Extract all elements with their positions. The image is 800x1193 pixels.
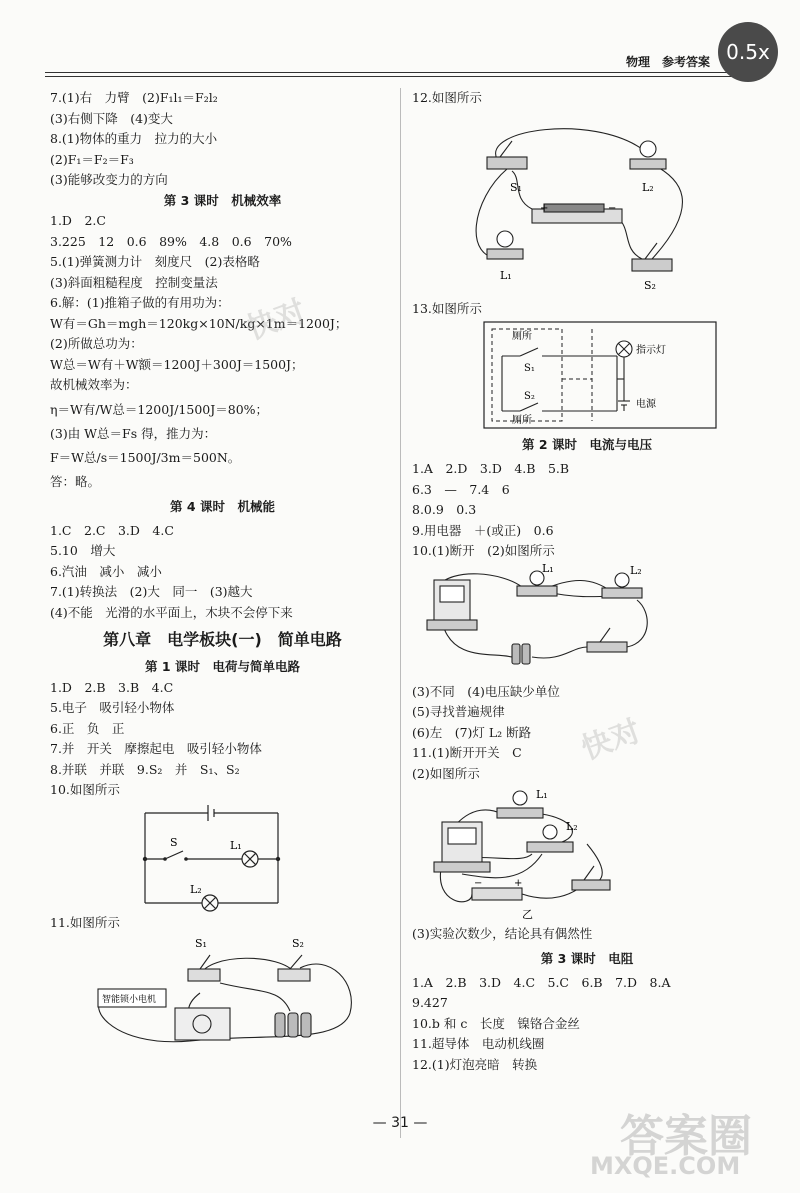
- circuit-diagram-q11-2: [412, 784, 762, 924]
- answer-line: 11.如图所示: [50, 914, 120, 930]
- answer-line: W有＝Gh＝mgh＝120kg×10N/kg×1m＝1200J；: [50, 315, 348, 331]
- label-l2: L₂: [642, 180, 654, 194]
- answer-line: F＝W总/s＝1500J/3m＝500N。: [50, 450, 241, 465]
- answer-line: 7.(1)右 力臂 (2)F₁l₁＝F₂l₂: [50, 90, 218, 105]
- label-l2: L₂: [566, 820, 578, 833]
- answer-line: 6.正 负 正: [50, 720, 125, 736]
- circuit-diagram-q11: [50, 933, 395, 1051]
- page-number: — 31 —: [372, 1115, 428, 1131]
- answer-line: 10.(1)断开 (2)如图所示: [412, 543, 555, 558]
- answer-line: η＝W有/W总＝1200J/1500J＝80%；: [50, 401, 269, 417]
- answer-line: (2)F₁＝F₂＝F₃: [50, 151, 134, 167]
- watermark: 快对: [242, 293, 311, 347]
- answer-line: 6.汽油 减小 减小: [50, 563, 162, 579]
- answer-line: 1.D 2.C: [50, 213, 106, 228]
- answer-line: (3)能够改变力的方向: [50, 172, 168, 187]
- label-l1: L₁: [536, 788, 548, 801]
- label-wc1: 厕所: [512, 331, 532, 342]
- answer-line: 12.如图所示: [412, 90, 482, 105]
- answer-line: 5.10 增大: [50, 543, 116, 558]
- answer-line: 7.(1)转换法 (2)大 同一 (3)越大: [50, 584, 253, 599]
- answer-line: (2)如图所示: [412, 765, 480, 781]
- section-title: 第 1 课时 电荷与简单电路: [145, 659, 300, 674]
- answer-line: 9.427: [412, 995, 448, 1010]
- section-title: 第 4 课时 机械能: [170, 498, 275, 514]
- answer-line: 8.并联 并联 9.S₂ 并 S₁、S₂: [50, 761, 240, 777]
- answer-line: 10.b 和 c 长度 镍铬合金丝: [412, 1015, 580, 1031]
- answer-line: 答：略。: [50, 474, 101, 489]
- label-l2: L₂: [630, 563, 642, 577]
- circuit-diagram-q12: [412, 109, 762, 299]
- answer-line: 6.解：(1)推箱子做的有用功为：: [50, 295, 230, 310]
- answer-line: 5.电子 吸引轻小物体: [50, 700, 175, 715]
- answer-line: 6.3 — 7.4 6: [412, 481, 510, 497]
- watermark: 快对: [577, 713, 646, 767]
- answer-line: 1.A 2.B 3.D 4.C 5.C 6.B 7.D 8.A: [412, 974, 671, 990]
- svg-text:−: −: [608, 202, 617, 214]
- label-wc2: 厕所: [512, 415, 532, 426]
- label-s2: S₂: [292, 937, 304, 950]
- answer-line: 5.(1)弹簧测力计 刻度尺 (2)表格略: [50, 254, 260, 269]
- answer-line: 8.(1)物体的重力 拉力的大小: [50, 131, 218, 146]
- answer-line: 8.0.9 0.3: [412, 502, 477, 517]
- watermark: 答案圈: [620, 1111, 752, 1162]
- label-s1: S₁: [195, 937, 207, 950]
- circuit-diagram-q10: [50, 801, 395, 913]
- answer-line: (5)寻找普遍规律: [412, 704, 505, 719]
- label-lock-motor: 智能锁小电机: [102, 995, 157, 1005]
- label-s1: S₁: [524, 363, 535, 374]
- answer-line: 1.D 2.B 3.B 4.C: [50, 679, 174, 695]
- label-s2: S₂: [644, 278, 656, 292]
- answer-line: 10.如图所示: [50, 782, 120, 797]
- svg-text:+: +: [514, 878, 523, 889]
- playback-speed-badge[interactable]: 0.5x: [718, 22, 778, 82]
- page-header: [45, 48, 760, 78]
- label-power: 电源: [636, 399, 656, 410]
- answer-line: 13.如图所示: [412, 300, 482, 316]
- answer-line: W总＝W有＋W额＝1200J＋300J＝1500J；: [50, 356, 304, 372]
- header-rule: [45, 72, 760, 73]
- answer-line: 12.(1)灯泡亮暗 转换: [412, 1056, 538, 1072]
- answer-line: (2)所做总功为：: [50, 336, 143, 351]
- section-title: 第 3 课时 机械效率: [163, 192, 282, 208]
- answer-line: (6)左 (7)灯 L₂ 断路: [412, 724, 532, 740]
- answer-line: 11.(1)断开开关 C: [412, 745, 522, 760]
- answer-line: (4)不能 光滑的水平面上，木块不会停下来: [50, 604, 293, 620]
- circuit-diagram-q13: [412, 319, 762, 431]
- right-column: [412, 88, 762, 1075]
- left-column: [50, 88, 395, 1051]
- answer-line: 9.用电器 ＋(或正) 0.6: [412, 522, 554, 538]
- answer-line: 11.超导体 电动机线圈: [412, 1036, 545, 1051]
- answer-line: 3.225 12 0.6 89% 4.8 0.6 70%: [50, 233, 292, 249]
- answer-line: 1.C 2.C 3.D 4.C: [50, 522, 174, 538]
- label-indicator: 指示灯: [636, 345, 666, 356]
- circuit-diagram-q10-2: [412, 562, 762, 682]
- answer-line: (3)右侧下降 (4)变大: [50, 110, 173, 126]
- label-s2: S₂: [524, 391, 535, 402]
- label-l1: L₁: [542, 561, 554, 575]
- answer-line: (3)斜面粗糙程度 控制变量法: [50, 274, 218, 290]
- label-l1: L₁: [230, 838, 242, 852]
- svg-text:−: −: [474, 878, 483, 889]
- column-divider: [400, 88, 401, 1138]
- section-title: 第 3 课时 电阻: [540, 950, 634, 966]
- header-rule-thin: [45, 76, 760, 77]
- answer-line: 7.并 开关 摩擦起电 吸引轻小物体: [50, 741, 262, 756]
- answer-line: 故机械效率为：: [50, 377, 138, 392]
- answer-line: (3)不同 (4)电压缺少单位: [412, 683, 560, 699]
- answer-line: (3)由 W总＝Fs 得，推力为：: [50, 425, 217, 441]
- svg-text:+: +: [540, 202, 549, 214]
- answer-line: (3)实验次数少，结论具有偶然性: [412, 926, 593, 941]
- header-tag: 物理 参考答案: [625, 55, 710, 69]
- label-l1: L₁: [500, 268, 512, 282]
- figure-caption: 乙: [522, 908, 533, 921]
- label-s: S: [170, 835, 178, 849]
- section-title: 第 2 课时 电流与电压: [522, 437, 652, 452]
- watermark: MXQE.COM: [590, 1152, 741, 1180]
- answer-line: 1.A 2.D 3.D 4.B 5.B: [412, 461, 570, 476]
- label-s1: S₁: [510, 180, 522, 194]
- label-l2: L₂: [190, 882, 202, 896]
- chapter-title: 第八章 电学板块(一) 简单电路: [103, 630, 342, 649]
